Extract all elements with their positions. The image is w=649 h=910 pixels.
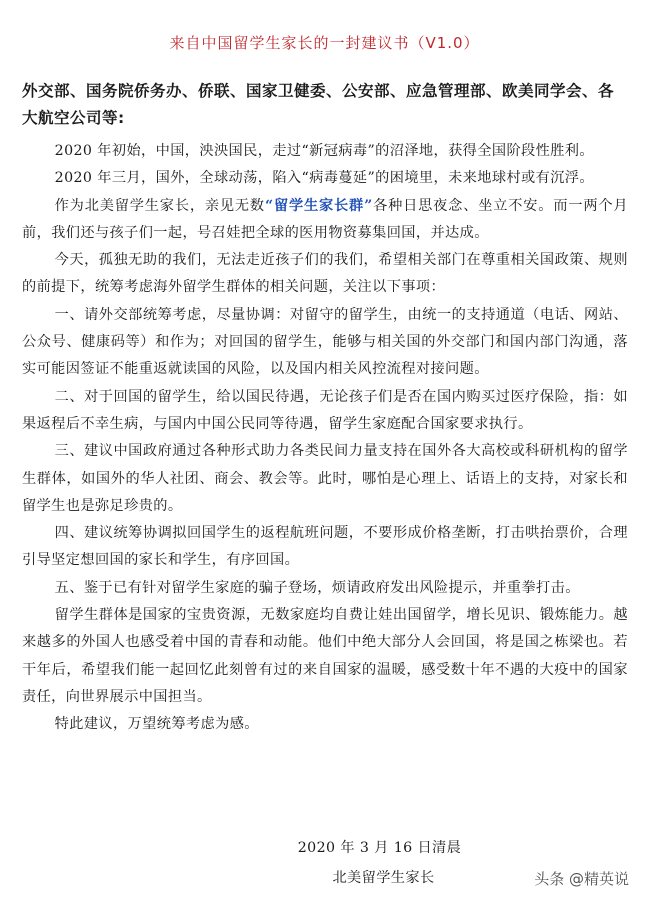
- document-title: 来自中国留学生家长的一封建议书（V1.0）: [169, 34, 480, 52]
- paragraph-item-5: 五、鉴于已有针对留学生家庭的骗子登场，烦请政府发出风险提示，并重拳打击。: [54, 579, 580, 596]
- paragraph-final: 特此建议，万望统筹考虑为感。: [54, 716, 259, 733]
- paragraph-item-1: 一、请外交部统筹考虑，尽量协调：对留守的留学生，由统一的支持通道（电话、网站、公众号、健康码等）和作为；对回国的留学生，能够与相关国的外交部门和国内部门沟通，落实可能因签证不能重返就读国的风险，以及国内相关风控流程对接问题。: [22, 306, 628, 378]
- paragraph-item-2: 二、对于回国的留学生，给以国民待遇，无论孩子们是否在国内购买过医疗保险，指：如果返程后不幸生病，与国内中国公民同等待遇，留学生家庭配合国家要求执行。: [22, 388, 628, 432]
- paragraph-3-before: 作为北美留学生家长，亲见无数: [54, 197, 265, 214]
- paragraph-3-after: 各种日思夜念、坐立不安。而一两个月前，我们还与孩子们一起，号召娃把全球的医用物资募集回国，并达成。: [22, 197, 628, 241]
- source-watermark: 头条 @精英说: [534, 870, 629, 888]
- paragraph-4: 今天，孤独无助的我们，无法走近孩子们的我们，希望相关部门在尊重相关国政策、规则的前提下，统筹考虑海外留学生群体的相关问题，关注以下事项：: [22, 252, 628, 296]
- paragraph-2: 2020 年三月，国外，全球动荡，陷入“病毒蔓延”的困境里，未来地球村或有沉浮。: [54, 170, 594, 187]
- paragraph-3: [22, 193, 628, 248]
- parent-group-highlight: “留学生家长群”: [264, 197, 373, 214]
- letter-signer: 北美留学生家长: [332, 870, 435, 886]
- paragraph-item-3: 三、建议中国政府通过各种形式助力各类民间力量支持在国外各大高校或科研机构的留学生群体，如国外的华人社团、商会、教会等。此时，哪怕是心理上、话语上的支持，对家长和留学生也是弥足珍贵的。: [22, 443, 628, 514]
- letter-date: 2020 年 3 月 16 日清晨: [297, 840, 462, 856]
- recipients-line: 外交部、国务院侨务办、侨联、国家卫健委、公安部、应急管理部、欧美同学会、各大航空公司等:: [22, 82, 615, 127]
- paragraph-item-4: 四、建议统筹协调拟回国学生的返程航班问题，不要形成价格垄断，打击哄抬票价，合理引导坚定想回国的家长和学生，有序回国。: [22, 525, 628, 569]
- letter-body: [22, 138, 628, 739]
- paragraph-closing: 留学生群体是国家的宝贵资源，无数家庭均自费让娃出国留学，增长见识、锻炼能力。越来越多的外国人也感受着中国的青春和动能。他们中绝大部分人会回国，将是国之栋梁也。若干年后，希望我们能一起回忆此刻曾有过的来自国家的温暖，感受数十年不遇的大疫中的国家责任，向世界展示中国担当。: [22, 607, 628, 705]
- paragraph-1: 2020 年初始，中国，泱泱国民，走过“新冠病毒”的沼泽地，获得全国阶段性胜利。: [54, 143, 594, 159]
